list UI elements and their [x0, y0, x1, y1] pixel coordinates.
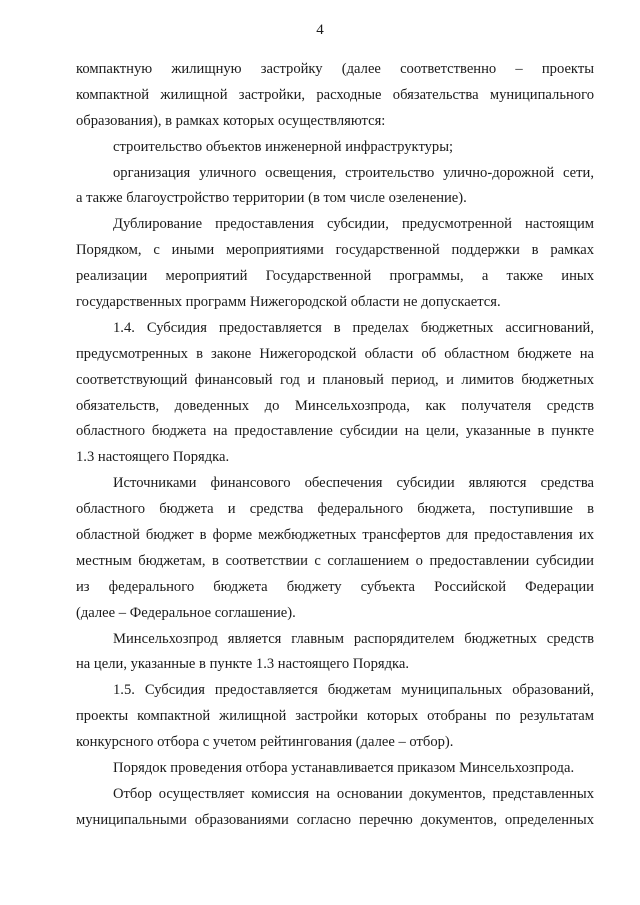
text-line: муниципальными образованиями согласно перечню документов, определенных [76, 811, 594, 828]
text-line: (далее – Федеральное соглашение). [76, 604, 296, 621]
text-line: Источниками финансового обеспечения субсидии являются средства [113, 475, 594, 492]
text-line: областной бюджет в форме межбюджетных трансфертов для предоставления их [76, 527, 594, 544]
text-line: образования), в рамках которых осуществляются: [76, 112, 386, 129]
text-line: Порядком, с иными мероприятиями государственной поддержки в рамках [76, 242, 594, 259]
text-line: из федерального бюджета бюджету субъекта Российской Федерации [76, 578, 594, 595]
text-line: проекты компактной жилищной застройки которых отобраны по результатам [76, 708, 594, 725]
text-line: 1.5. Субсидия предоставляется бюджетам муниципальных образований, [113, 682, 594, 699]
text-line: реализации мероприятий Государственной программы, а также иных [76, 268, 594, 285]
text-line: областного бюджета на предоставление субсидии на цели, указанные в пункте [76, 423, 594, 440]
text-line: обязательств, доведенных до Минсельхозпрода, как получателя средств [76, 397, 594, 414]
body-text [76, 57, 594, 834]
text-line: на цели, указанные в пункте 1.3 настоящего Порядка. [76, 656, 410, 673]
text-line: а также благоустройство территории (в том числе озеленение). [76, 190, 467, 207]
page-number: 4 [316, 22, 324, 38]
text-line: Минсельхозпрод является главным распорядителем бюджетных средств [113, 630, 594, 647]
text-line: Отбор осуществляет комиссия на основании документов, представленных [113, 785, 594, 802]
text-line: строительство объектов инженерной инфраструктуры; [113, 138, 454, 155]
text-line: Порядок проведения отбора устанавливается приказом Минсельхозпрода. [113, 760, 575, 777]
text-line: государственных программ Нижегородской области не допускается. [76, 294, 501, 311]
text-line: местным бюджетам, в соответствии с соглашением о предоставлении субсидии [76, 552, 594, 569]
text-line: 1.4. Субсидия предоставляется в пределах бюджетных ассигнований, [113, 319, 594, 336]
text-line: конкурсного отбора с учетом рейтингования (далее – отбор). [76, 734, 454, 751]
text-line: предусмотренных в законе Нижегородской области об областном бюджете на [76, 345, 594, 362]
text-line: компактную жилищную застройку (далее соответственно – проекты [76, 61, 594, 77]
text-line: Дублирование предоставления субсидии, предусмотренной настоящим [113, 216, 594, 233]
text-line: 1.3 настоящего Порядка. [76, 449, 230, 466]
text-line: областного бюджета и средства федерального бюджета, поступившие в [76, 501, 594, 518]
text-line: компактной жилищной застройки, расходные обязательства муниципального [76, 86, 594, 103]
text-line: организация уличного освещения, строительство улично-дорожной сети, [113, 164, 594, 181]
text-line: соответствующий финансовый год и плановый период, и лимитов бюджетных [76, 371, 594, 388]
